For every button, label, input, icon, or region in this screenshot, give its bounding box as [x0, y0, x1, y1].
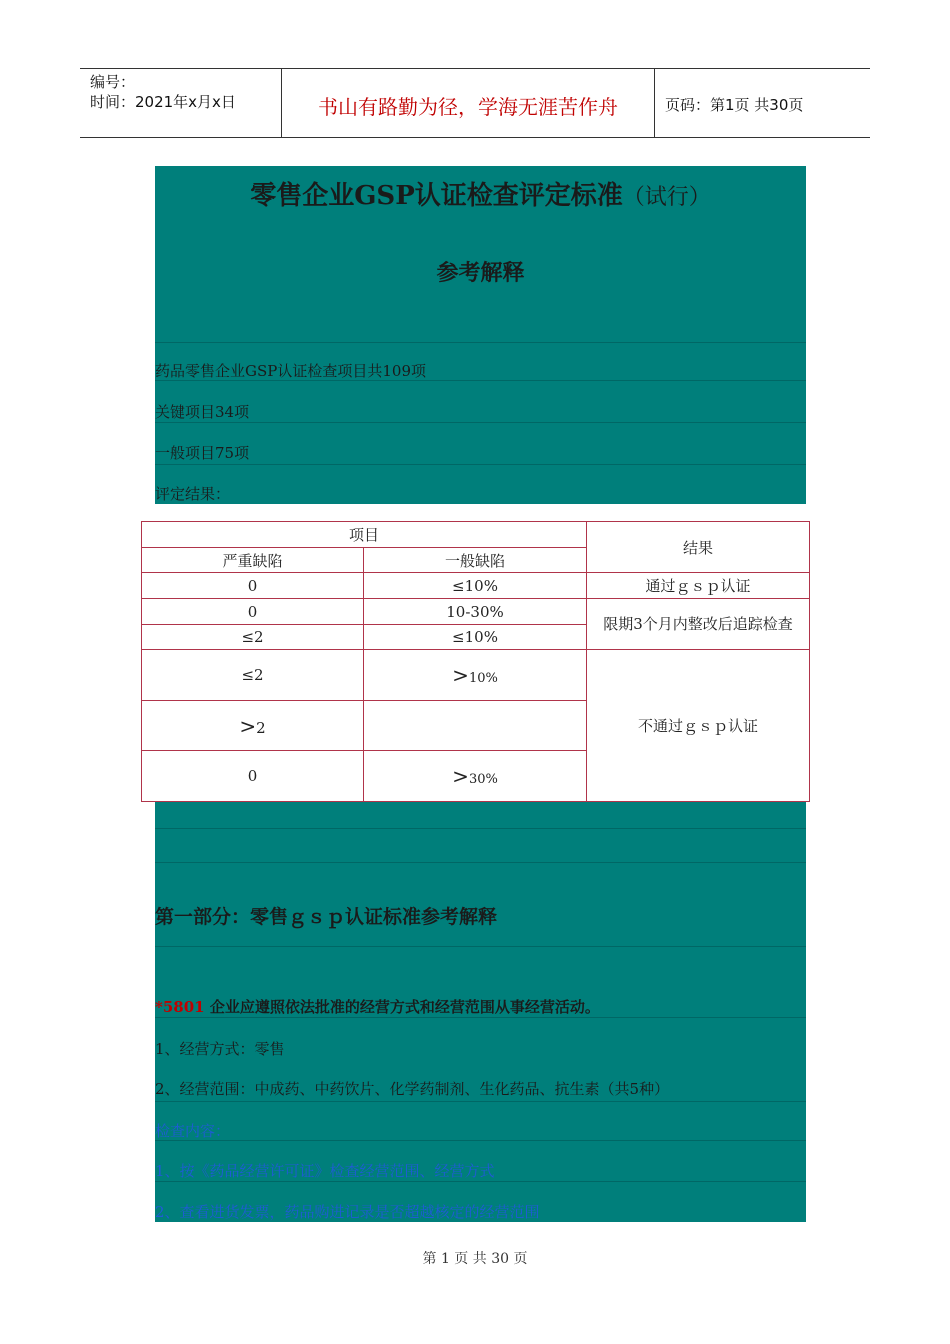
- table-row: [142, 599, 810, 625]
- gt-symbol: >: [452, 663, 469, 687]
- check-heading: 检查内容：: [155, 1122, 231, 1140]
- gt-symbol: >: [239, 713, 257, 738]
- cell-severe: 0: [142, 751, 364, 802]
- page-header: [80, 68, 870, 138]
- cell-general: 10-30%: [364, 599, 587, 625]
- cell-severe: [142, 701, 364, 751]
- header-meta-cell: [80, 69, 282, 137]
- summary-key: 关键项目34项: [155, 403, 250, 421]
- number-label: 编号：: [90, 73, 136, 91]
- cell-severe-value: 2: [256, 718, 266, 737]
- requirement-text: 企业应遵照依法批准的经营方式和经营范围从事经营活动。: [209, 998, 600, 1016]
- part1-panel: [155, 802, 806, 1222]
- page-footer: 第 1 页 共 30 页: [422, 1251, 528, 1267]
- requirement-code: *5801: [155, 998, 205, 1016]
- header-item: 项目: [142, 522, 587, 548]
- cell-severe: 0: [142, 573, 364, 599]
- cell-general: [364, 701, 587, 751]
- check-item-2: 2、查看进货发票，药品购进记录是否超越核定的经营范围: [155, 1203, 540, 1221]
- time-label: 时间：2021年x月x日: [90, 93, 236, 111]
- requirement-5801: [155, 996, 600, 1017]
- cell-general: [364, 650, 587, 701]
- col-severe: 严重缺陷: [142, 548, 364, 573]
- motto: 书山有路勤为径，学海无涯苦作舟: [318, 95, 618, 119]
- part1-title: 第一部分：零售ｇｓｐ认证标准参考解释: [155, 906, 498, 928]
- doc-title-suffix: （试行）: [622, 185, 711, 210]
- table-row: [142, 650, 810, 701]
- intro-panel: [155, 166, 806, 504]
- summary-result-label: 评定结果：: [155, 485, 231, 503]
- col-general: 一般缺陷: [364, 548, 587, 573]
- cell-general-value: 10%: [468, 671, 498, 686]
- cell-result: 通过ｇｓｐ认证: [587, 573, 810, 599]
- cell-result: 不通过ｇｓｐ认证: [587, 650, 810, 802]
- doc-title: [155, 175, 806, 212]
- cell-general: ≤10%: [364, 625, 587, 650]
- business-mode-line: 1、经营方式：零售: [155, 1040, 285, 1058]
- header-result: 结果: [587, 522, 810, 573]
- cell-severe: ≤2: [142, 625, 364, 650]
- gt-symbol: >: [452, 764, 469, 788]
- cell-severe: 0: [142, 599, 364, 625]
- summary-total: 药品零售企业GSP认证检查项目共109项: [155, 362, 426, 380]
- cell-result: 限期3个月内整改后追踪检查: [587, 599, 810, 650]
- page-label: 页码：第1页 共30页: [665, 96, 804, 114]
- header-page-cell: [655, 69, 870, 137]
- check-item-1: 1、按《药品经营许可证》检查经营范围、经营方式: [155, 1162, 495, 1180]
- doc-title-main: 零售企业GSP认证检查评定标准: [250, 181, 623, 211]
- business-scope-line: 2、经营范围：中成药、中药饮片、化学药制剂、生化药品、抗生素（共5种）: [155, 1080, 670, 1098]
- cell-general: ≤10%: [364, 573, 587, 599]
- doc-subtitle: 参考解释: [436, 260, 525, 286]
- summary-general: 一般项目75项: [155, 444, 250, 462]
- cell-general-value: 30%: [468, 772, 498, 787]
- table-row: [142, 573, 810, 599]
- cell-general: [364, 751, 587, 802]
- header-motto-cell: [282, 69, 655, 137]
- evaluation-table: [141, 521, 810, 802]
- cell-severe: ≤2: [142, 650, 364, 701]
